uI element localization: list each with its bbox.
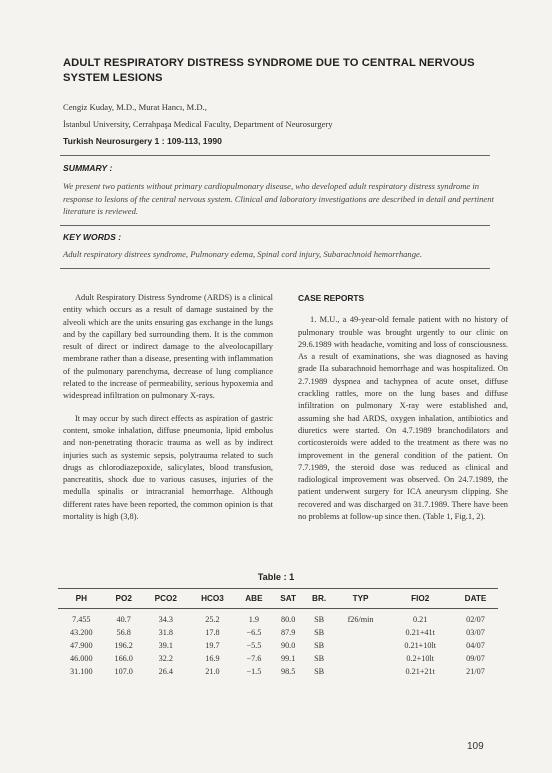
table-header-cell: PH bbox=[58, 589, 105, 609]
table-cell: 0.21+10lt bbox=[404, 641, 437, 650]
case-reports-heading: CASE REPORTS bbox=[298, 293, 365, 303]
article-authors: Cengiz Kuday, M.D., Murat Hancı, M.D., bbox=[63, 102, 207, 112]
blood-gas-table bbox=[58, 588, 498, 678]
summary-text: We present two patients without primary cardiopulmonary disease, who developed adult respiratory distress syndrome in response to lesions of the central nervous system. Clinical and laboratory investigations are described in detail and pertinent literature is reviewed. bbox=[63, 181, 494, 216]
table-cell: 0.21+41t bbox=[405, 628, 435, 637]
table-cell: 0.21 bbox=[413, 615, 428, 624]
journal-citation: Turkish Neurosurgery 1 : 109-113, 1990 bbox=[63, 136, 222, 146]
table-cell: SB bbox=[314, 667, 325, 676]
keywords-label: KEY WORDS : bbox=[63, 232, 122, 242]
table-cell: SB bbox=[314, 654, 325, 663]
table-cell bbox=[334, 652, 388, 665]
table-cell: 46.000 bbox=[70, 654, 93, 663]
table-header-cell: BR. bbox=[304, 589, 333, 609]
table-cell: 21.0 bbox=[205, 667, 220, 676]
summary-label: SUMMARY : bbox=[63, 163, 113, 173]
table-cell: 99.1 bbox=[280, 654, 296, 663]
table-header-cell: DATE bbox=[453, 589, 498, 609]
table-cell: 47.900 bbox=[70, 641, 93, 650]
table-cell: 31.100 bbox=[70, 667, 93, 676]
table-header-cell: PCO2 bbox=[143, 589, 189, 609]
table-cell: 0.2+10lt bbox=[406, 654, 434, 663]
table-row bbox=[58, 639, 498, 652]
table-cell bbox=[334, 639, 388, 652]
intro-paragraph: Adult Respiratory Distress Syndrome (ARDS) is a clinical entity which occurs as a result of damage sustained by the alveoli which are the units ensuring gas exchange in the lungs and by the capillary bed surrounding them. It is the common result of direct or indirect damage to the alveolocapillary membrane rather than a disease, presenting with inflammation of the pulmonary parenchyma, decrease of lung compliance related to the increase of permeability, serious hypoxemia and widespread infiltration on pulmonary X-rays. bbox=[63, 293, 273, 401]
divider-top bbox=[60, 155, 490, 156]
right-column bbox=[298, 292, 508, 523]
table-header-cell: PO2 bbox=[105, 589, 143, 609]
table-header-cell: TYP bbox=[334, 589, 388, 609]
table-cell bbox=[334, 665, 388, 678]
table-cell: −5.5 bbox=[246, 641, 262, 650]
table-cell: 39.1 bbox=[158, 641, 173, 650]
table-caption: Table : 1 bbox=[257, 572, 295, 582]
keywords-text: Adult respiratory distrees syndrome, Pulmonary edema, Spinal cord injury, Subarachnoid hemorrhange. bbox=[63, 249, 422, 259]
divider-bottom bbox=[60, 268, 490, 269]
table-cell: 25.2 bbox=[205, 615, 220, 624]
page-number: 109 bbox=[467, 741, 484, 752]
table-cell: SB bbox=[314, 641, 325, 650]
table-header-cell: FIO2 bbox=[387, 589, 453, 609]
table-cell: SB bbox=[314, 628, 325, 637]
table-cell: 90.0 bbox=[280, 641, 296, 650]
table-cell: 03/07 bbox=[466, 628, 485, 637]
table-cell: 1.9 bbox=[248, 615, 260, 624]
intro-paragraph: It may occur by such direct effects as aspiration of gastric content, smoke inhalation, diffuse pneumonia, lipid embolus and non-penetrating thoracic trauma as well as by indirect injuries such as systemic sepsis, polytrauma related to such drugs as chlorodiazepoxide, salicylates, blood transfusion, pancreatitis, shock due to various casuses, injuries of the medulla spinalis or intracranial hemorrhage. Although different rates have been reported, the common opinion is that mortality is high (3,8). bbox=[63, 413, 273, 522]
table-row bbox=[58, 626, 498, 639]
table-cell bbox=[334, 626, 388, 639]
article-title: ADULT RESPIRATORY DISTRESS SYNDROME DUE TO CENTRAL NERVOUS SYSTEM LESIONS bbox=[63, 57, 475, 84]
table-cell: 196.2 bbox=[114, 641, 133, 650]
table-cell: −7.6 bbox=[246, 654, 262, 663]
table-row bbox=[58, 665, 498, 678]
table-cell: 04/07 bbox=[466, 641, 485, 650]
table-cell: 21/07 bbox=[466, 667, 485, 676]
divider-middle bbox=[60, 225, 490, 226]
table-cell: 31.8 bbox=[158, 628, 173, 637]
article-affiliation: İstanbul University, Cerrahpaşa Medical Faculty, Department of Neurosurgery bbox=[63, 119, 333, 129]
table-cell: −1.5 bbox=[246, 667, 262, 676]
table-header-cell: ABE bbox=[236, 589, 272, 609]
table-cell: 17.8 bbox=[205, 628, 220, 637]
table-cell: 107.0 bbox=[114, 667, 133, 676]
case-paragraph: 1. M.U., a 49-year-old female patient with no history of pulmonary trouble was brought urgently to our clinic on 29.6.1989 with headache, vomiting and loss of consciousness. As a result of examinations, she was diagnosed as having grade IIa subarachnoid hemorrhage and was hospitalized. On 2.7.1989 dyspnea and tachypnea of acute onset, diffuse crackling rattles, more on the lung bases and diffuse infiltration on pulmonary X-ray were established and, assuming she had ARDS, oxygen inhalation, antibiotics and diuretics were started. On 4.7.1989 branchodilators and corticosteroids were added to the treatment as there was no improvement in the general condition of the patient. On 7.7.1989, the steroid dose was reduced as clinical and radiological improvement was observed. On 24.7.1989, the patient underwent surgery for ICA aneurysm clipping. She recovered and was discharged on 31.7.1989. There have been no problems at follow-up since then. (Table 1, Fig.1, 2). bbox=[298, 315, 508, 522]
table-row bbox=[58, 652, 498, 665]
table-header-cell: HCO3 bbox=[189, 589, 236, 609]
table-cell: −6.5 bbox=[246, 628, 262, 637]
table-cell: 32.2 bbox=[158, 654, 173, 663]
table-cell: 80.0 bbox=[280, 615, 296, 624]
table-cell: 43.200 bbox=[70, 628, 93, 637]
table-cell: 56.8 bbox=[116, 628, 131, 637]
table-header-cell: SAT bbox=[272, 589, 305, 609]
table-header-row bbox=[58, 589, 498, 609]
table-cell: 16.9 bbox=[205, 654, 220, 663]
table-cell: 40.7 bbox=[116, 615, 131, 624]
table-cell: 09/07 bbox=[466, 654, 485, 663]
table-cell: 34.3 bbox=[158, 615, 173, 624]
table-cell: 0.21+21t bbox=[405, 667, 435, 676]
table-row bbox=[58, 609, 498, 627]
table-cell: f26/min bbox=[347, 615, 374, 624]
left-column bbox=[63, 292, 273, 523]
table-cell: 98.5 bbox=[280, 667, 296, 676]
table-cell: 87.9 bbox=[280, 628, 296, 637]
table-cell: 7.455 bbox=[72, 615, 91, 624]
table-cell: 166.0 bbox=[114, 654, 133, 663]
table-cell: 26.4 bbox=[158, 667, 173, 676]
table-cell: 19.7 bbox=[205, 641, 220, 650]
table-cell: 02/07 bbox=[466, 615, 485, 624]
table-cell: SB bbox=[314, 615, 325, 624]
